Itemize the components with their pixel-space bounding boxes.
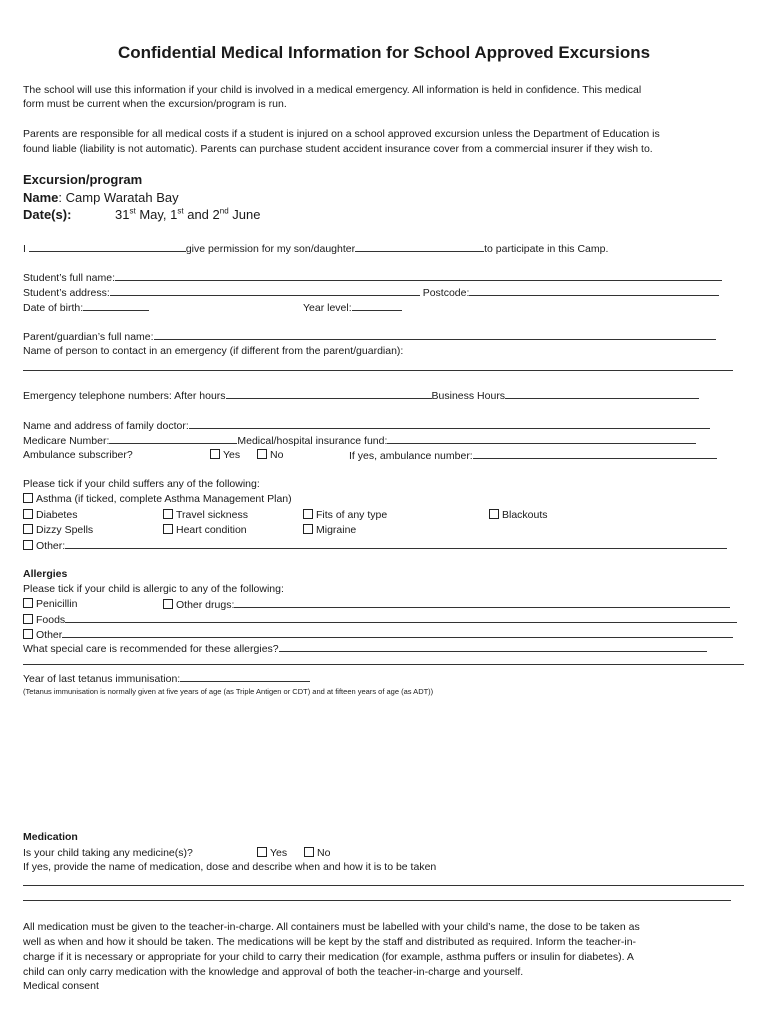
excursion-dates bbox=[23, 208, 71, 222]
tetanus-label: Year of last tetanus immunisation: bbox=[23, 673, 181, 685]
excursion-name-value: : Camp Waratah Bay bbox=[58, 190, 179, 205]
allergy-other[interactable] bbox=[23, 627, 733, 642]
condition-blackouts[interactable] bbox=[489, 508, 548, 522]
no-label: No bbox=[317, 847, 331, 859]
ambulance-number-field[interactable] bbox=[473, 448, 717, 459]
ambulance-no[interactable] bbox=[257, 448, 283, 462]
medication-no[interactable] bbox=[304, 846, 330, 860]
student-name-label: Student’s full name: bbox=[23, 272, 116, 284]
condition-travel[interactable] bbox=[163, 508, 248, 522]
special-care-field[interactable] bbox=[279, 641, 707, 652]
checkbox[interactable] bbox=[303, 524, 313, 534]
medication-para-line: charge if it is necessary or appropriate for your child to carry their medication (for example, asthma puffers or insulin for diabetes). A bbox=[23, 951, 634, 963]
checkbox[interactable] bbox=[257, 847, 267, 857]
checkbox[interactable] bbox=[210, 449, 220, 459]
parent-name-label: Parent/guardian’s full name: bbox=[23, 331, 154, 343]
allergies-heading: Allergies bbox=[23, 568, 68, 580]
date-sup: st bbox=[129, 206, 136, 216]
phones-row bbox=[23, 388, 699, 403]
year-level-field[interactable] bbox=[352, 300, 402, 311]
yes-label: Yes bbox=[270, 847, 288, 859]
intro-line: found liable (liability is not automatic). Parents can purchase student accident insurance cover from a commercial insurer if they wish to. bbox=[23, 143, 653, 155]
insurance-field[interactable] bbox=[387, 433, 696, 444]
doctor-field[interactable] bbox=[189, 418, 710, 429]
excursion-heading: Excursion/program bbox=[23, 172, 143, 187]
medication-para-line: well as when and how it should be taken. The medications will be kept by the staff and distributed as required. Inform the teacher-in- bbox=[23, 936, 637, 948]
child-name-field[interactable] bbox=[355, 241, 484, 252]
allergy-label: Other drugs: bbox=[176, 599, 235, 611]
student-name-field[interactable] bbox=[115, 270, 722, 281]
allergies-prompt: Please tick if your child is allergic to any of the following: bbox=[23, 583, 284, 595]
date-part: May, 1 bbox=[135, 207, 178, 222]
parent-name-row bbox=[23, 329, 716, 344]
medical-consent-heading: Medical consent bbox=[23, 980, 99, 992]
doctor-label: Name and address of family doctor: bbox=[23, 420, 189, 432]
date-part: and 2 bbox=[183, 207, 220, 222]
allergy-foods[interactable] bbox=[23, 612, 737, 627]
condition-diabetes[interactable] bbox=[23, 508, 77, 522]
condition-label: Migraine bbox=[316, 524, 357, 536]
other-drugs-field[interactable] bbox=[234, 597, 730, 608]
date-sup: st bbox=[177, 206, 184, 216]
condition-heart[interactable] bbox=[163, 523, 247, 537]
date-part: 31 bbox=[115, 207, 130, 222]
date-sup: nd bbox=[219, 206, 229, 216]
allergy-other-field[interactable] bbox=[62, 627, 733, 638]
condition-fits[interactable] bbox=[303, 508, 387, 522]
excursion-dates-value bbox=[115, 208, 260, 222]
allergy-label: Other bbox=[36, 629, 63, 641]
condition-label: Travel sickness bbox=[176, 509, 248, 521]
allergy-other-drugs[interactable] bbox=[163, 597, 730, 612]
after-hours-field[interactable] bbox=[226, 388, 432, 399]
conditions-prompt: Please tick if your child suffers any of the following: bbox=[23, 478, 260, 490]
student-address-label: Student’s address: bbox=[23, 287, 110, 299]
student-address-row bbox=[23, 285, 719, 300]
ambulance-number-row bbox=[349, 448, 717, 463]
medication-heading: Medication bbox=[23, 831, 78, 843]
condition-label: Asthma (if ticked, complete Asthma Management Plan) bbox=[36, 493, 292, 505]
special-care-row bbox=[23, 641, 707, 656]
permission-prefix: I bbox=[23, 243, 29, 255]
checkbox[interactable] bbox=[23, 509, 33, 519]
tetanus-note: (Tetanus immunisation is normally given at five years of age (as Triple Antigen or CDT) and at fifteen years of age (as ADT)) bbox=[23, 687, 434, 696]
permission-middle: give permission for my son/daughter bbox=[185, 243, 356, 255]
checkbox[interactable] bbox=[163, 599, 173, 609]
medication-yes[interactable] bbox=[257, 846, 287, 860]
parent-name-field[interactable] bbox=[29, 241, 186, 252]
ambulance-number-label: If yes, ambulance number: bbox=[349, 450, 473, 462]
medication-field-1[interactable] bbox=[23, 885, 744, 886]
checkbox[interactable] bbox=[163, 509, 173, 519]
doctor-row bbox=[23, 418, 710, 433]
condition-label: Dizzy Spells bbox=[36, 524, 94, 536]
intro-line: form must be current when the excursion/program is run. bbox=[23, 98, 287, 110]
medicare-row bbox=[23, 433, 696, 448]
condition-migraine[interactable] bbox=[303, 523, 356, 537]
medication-question: Is your child taking any medicine(s)? bbox=[23, 847, 193, 859]
permission-suffix: to participate in this Camp. bbox=[484, 243, 609, 255]
checkbox[interactable] bbox=[23, 493, 33, 503]
postcode-field[interactable] bbox=[469, 285, 719, 296]
year-level-label: Year level: bbox=[303, 302, 352, 314]
after-hours-label: Emergency telephone numbers: After hours bbox=[23, 390, 226, 402]
dob-row bbox=[23, 300, 149, 315]
postcode-label: Postcode: bbox=[422, 287, 470, 299]
checkbox[interactable] bbox=[163, 524, 173, 534]
emergency-contact-label: Name of person to contact in an emergency (if different from the parent/guardian): bbox=[23, 345, 404, 357]
tetanus-row bbox=[23, 671, 310, 686]
page-title: Confidential Medical Information for School Approved Excursions bbox=[117, 43, 651, 62]
foods-field[interactable] bbox=[65, 612, 737, 623]
checkbox[interactable] bbox=[489, 509, 499, 519]
student-name-row bbox=[23, 270, 722, 285]
checkbox[interactable] bbox=[23, 524, 33, 534]
condition-label: Heart condition bbox=[176, 524, 247, 536]
condition-dizzy[interactable] bbox=[23, 523, 93, 537]
allergy-penicillin[interactable] bbox=[23, 597, 77, 611]
emergency-contact-field[interactable] bbox=[23, 370, 733, 371]
condition-label: Blackouts bbox=[502, 509, 548, 521]
ambulance-label: Ambulance subscriber? bbox=[23, 449, 133, 461]
condition-other-field[interactable] bbox=[65, 538, 727, 549]
medication-para-line: child can only carry medication with the knowledge and approval of both the teacher-in-charge and yourself. bbox=[23, 966, 524, 978]
special-care-label: What special care is recommended for these allergies? bbox=[23, 643, 279, 655]
no-label: No bbox=[270, 449, 284, 461]
yes-label: Yes bbox=[223, 449, 241, 461]
condition-label: Fits of any type bbox=[316, 509, 388, 521]
condition-label: Other: bbox=[36, 540, 66, 552]
permission-line bbox=[23, 241, 608, 256]
medication-para-line: All medication must be given to the teacher-in-charge. All containers must be labelled with your child’s name, the dose to be taken as bbox=[23, 921, 640, 933]
parent-fullname-field[interactable] bbox=[154, 329, 716, 340]
medicare-field[interactable] bbox=[109, 433, 237, 444]
dob-label: Date of birth: bbox=[23, 302, 84, 314]
date-part: June bbox=[228, 207, 261, 222]
intro-line: Parents are responsible for all medical costs if a student is injured on a school approved excursion unless the Department of Education is bbox=[23, 128, 660, 140]
student-address-field[interactable] bbox=[110, 285, 420, 296]
business-hours-field[interactable] bbox=[505, 388, 699, 399]
checkbox[interactable] bbox=[303, 509, 313, 519]
year-level-row bbox=[303, 300, 402, 315]
checkbox[interactable] bbox=[23, 598, 33, 608]
allergy-label: Penicillin bbox=[36, 598, 78, 610]
excursion-dates-label: Date(s): bbox=[23, 207, 72, 222]
excursion-name-label: Name bbox=[23, 190, 59, 205]
checkbox[interactable] bbox=[23, 540, 33, 550]
checkbox[interactable] bbox=[304, 847, 314, 857]
insurance-label: Medical/hospital insurance fund: bbox=[237, 435, 388, 447]
tetanus-field[interactable] bbox=[180, 671, 310, 682]
intro-line: The school will use this information if your child is involved in a medical emergency. All information is held in confidence. This medical bbox=[23, 84, 642, 96]
condition-other[interactable] bbox=[23, 538, 727, 553]
checkbox[interactable] bbox=[257, 449, 267, 459]
condition-asthma[interactable] bbox=[23, 492, 292, 506]
dob-field[interactable] bbox=[83, 300, 149, 311]
excursion-name bbox=[23, 191, 179, 205]
medical-form bbox=[23, 0, 745, 1024]
medicare-label: Medicare Number: bbox=[23, 435, 110, 447]
checkbox[interactable] bbox=[23, 614, 33, 624]
business-hours-label: Business Hours bbox=[431, 390, 506, 402]
condition-label: Diabetes bbox=[36, 509, 78, 521]
ambulance-yes[interactable] bbox=[210, 448, 240, 462]
medication-field-2[interactable] bbox=[23, 900, 731, 901]
medication-provide: If yes, provide the name of medication, dose and describe when and how it is to be taken bbox=[23, 861, 437, 873]
checkbox[interactable] bbox=[23, 629, 33, 639]
special-care-field-2[interactable] bbox=[23, 664, 744, 665]
allergy-label: Foods bbox=[36, 614, 66, 626]
